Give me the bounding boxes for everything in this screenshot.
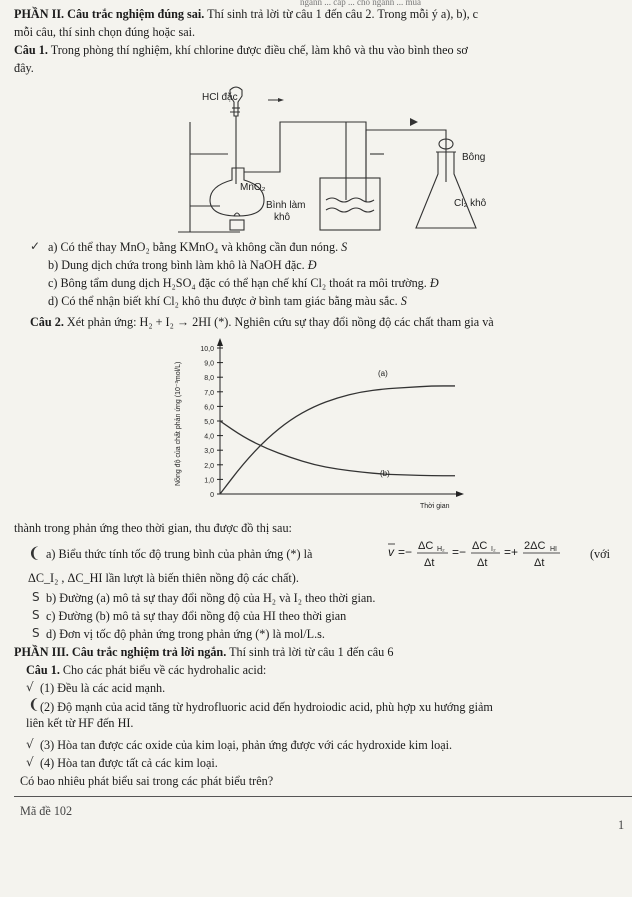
part2-intro: Thí sinh trả lời từ câu 1 đến câu 2. Trong mỗi ý a), b), c <box>207 7 479 21</box>
y-tick-label: 10,0 <box>200 346 214 353</box>
q1-text: Trong phòng thí nghiệm, khí chlorine được điều chế, làm khô và thu vào bình theo sơ <box>50 43 468 57</box>
statement-2: (2) Độ mạnh của acid tăng từ hydrofluoric acid đến hydroiodic acid, phù hợp xu hướng giảm <box>40 700 493 714</box>
q1-option-a <box>48 239 347 255</box>
svg-text:ΔC: ΔC <box>472 540 488 552</box>
series-b-label: (b) <box>380 469 390 478</box>
series-a-line <box>220 386 455 494</box>
svg-text:2ΔC: 2ΔC <box>524 540 546 552</box>
svg-text:=−: =− <box>398 545 413 559</box>
bracket-2: ❨ <box>28 697 40 713</box>
hcl-label: HCl đặc <box>202 92 238 103</box>
q1-option-d-mark: S <box>400 294 407 308</box>
drying-label-2: khô <box>274 212 291 223</box>
series-a-label: (a) <box>378 369 388 378</box>
exam-code: Mã đề 102 <box>20 804 73 818</box>
part2-title-line <box>14 6 478 22</box>
svg-text:=+: =+ <box>504 545 519 559</box>
svg-text:HI: HI <box>550 546 557 553</box>
q1-text2: đây. <box>14 61 34 75</box>
y-tick-label: 1,0 <box>204 477 214 485</box>
q2-option-a-tail: (với <box>590 547 610 561</box>
y-tick-label: 7,0 <box>204 389 214 397</box>
svg-text:I₂: I₂ <box>491 546 496 553</box>
svg-text:v: v <box>388 545 394 559</box>
mno2-label: MnO₂ <box>240 182 266 193</box>
part2-title: PHẦN II. Câu trắc nghiệm đúng sai. <box>14 7 205 21</box>
chart-xlabel: Thời gian <box>420 503 450 510</box>
p3q1-question: Có bao nhiêu phát biểu sai trong các phát biểu trên? <box>20 774 274 788</box>
part2-intro2: mỗi câu, thí sinh chọn đúng hoặc sai. <box>14 25 196 39</box>
q1-option-d <box>48 293 407 309</box>
y-tick-label: 4,0 <box>204 433 214 441</box>
q1-option-c <box>48 275 439 291</box>
q2-option-c: c) Đường (b) mô tả sự thay đổi nồng độ của HI theo thời gian <box>46 609 347 623</box>
q1-option-b-mark: Đ <box>307 258 317 272</box>
q2-option-a2: ΔC_I₂ , ΔC_HI lần lượt là biến thiên nồng độ các chất). <box>28 571 299 585</box>
q1-label: Câu 1. <box>14 43 48 57</box>
top-scrap: ngann ... cap ... cho ngann ... mua <box>300 0 421 7</box>
y-tick-label: 3,0 <box>204 448 214 456</box>
q2-option-b: b) Đường (a) mô tả sự thay đổi nồng độ của H₂ và I₂ theo thời gian. <box>46 591 376 605</box>
check-3: √ <box>26 737 34 751</box>
p3q1-label: Câu 1. <box>26 663 60 677</box>
y-tick-label: 0 <box>210 492 214 499</box>
y-tick-label: 9,0 <box>204 360 214 368</box>
q2-option-a <box>46 546 312 562</box>
statement-1: (1) Đều là các acid mạnh. <box>40 681 166 695</box>
y-tick-label: 5,0 <box>204 419 214 426</box>
q1-option-b-text: b) Dung dịch chứa trong bình làm khô là NaOH đặc. <box>48 258 305 272</box>
hand-mark-q2b: S <box>32 590 40 604</box>
statement-2-cont: liên kết từ HF đến HI. <box>26 716 134 730</box>
hand-mark-q2c: S <box>32 608 40 622</box>
q1-option-a-mark: S <box>341 240 348 254</box>
q2-text2: thành trong phản ứng theo thời gian, thu được đồ thị sau: <box>14 521 292 535</box>
statement-3: (3) Hòa tan được các oxide của kim loại, phản ứng được với các hydroxide kim loại. <box>40 738 453 752</box>
rate-formula <box>388 536 588 570</box>
check-1: √ <box>26 680 34 694</box>
q1-line <box>14 42 468 58</box>
drying-label-1: Bình làm <box>266 200 306 211</box>
q1-option-c-mark: Đ <box>429 276 439 290</box>
y-axis-arrow <box>217 338 223 346</box>
hand-mark-a: ✓ <box>30 239 41 253</box>
svg-text:Δt: Δt <box>424 557 435 569</box>
x-axis-arrow <box>456 491 464 497</box>
y-tick-label: 2,0 <box>204 462 214 470</box>
cotton-label: Bông <box>462 152 486 163</box>
part3-intro: Thí sinh trả lời từ câu 1 đến câu 6 <box>229 645 394 659</box>
statement-4: (4) Hòa tan được tất cả các kim loại. <box>40 756 218 770</box>
hand-mark-q2d: S <box>32 626 40 640</box>
page-number: 1 <box>618 818 625 832</box>
q1-option-d-text: d) Có thể nhận biết khí Cl₂ khô thu được ở bình tam giác bằng màu sắc. <box>48 294 398 308</box>
part3-title-line <box>14 644 393 660</box>
q2-option-d: d) Đơn vị tốc độ phản ứng trong phản ứng (*) là mol/L.s. <box>46 627 325 641</box>
hand-mark-q2a: ❨ <box>28 544 41 562</box>
svg-text:ΔC: ΔC <box>418 540 434 552</box>
q1-option-c-text: c) Bông tẩm dung dịch H₂SO₄ đặc có thể hạn chế khí Cl₂ thoát ra môi trường. <box>48 276 427 290</box>
check-4: √ <box>26 755 34 769</box>
svg-text:H₂: H₂ <box>437 546 445 553</box>
chart-ylabel: Nồng độ của chất phản ứng (10⁻³mol/L) <box>175 361 182 486</box>
q1-option-b <box>48 257 317 273</box>
y-tick-label: 8,0 <box>204 375 214 383</box>
series-b-line <box>220 421 455 476</box>
cl2-label: Cl₂ khô <box>454 198 487 209</box>
q2-text: Xét phản ứng: H₂ + I₂ → 2HI (*). Nghiên cứu sự thay đổi nồng độ các chất tham gia và <box>66 315 494 329</box>
part3-title: PHẦN III. Câu trắc nghiệm trả lời ngắn. <box>14 645 227 659</box>
svg-text:Δt: Δt <box>534 557 545 569</box>
y-tick-label: 6,0 <box>204 404 214 412</box>
p3q1-text: Cho các phát biểu về các hydrohalic acid: <box>62 663 267 677</box>
svg-text:Δt: Δt <box>477 557 488 569</box>
apparatus-figure <box>170 82 500 237</box>
p3q1-line <box>26 662 266 678</box>
concentration-chart <box>170 336 470 514</box>
footer-divider <box>14 796 632 797</box>
q2-label: Câu 2. <box>30 315 64 329</box>
svg-text:=−: =− <box>452 545 467 559</box>
q2-option-a-text: a) Biểu thức tính tốc độ trung bình của phản ứng (*) là <box>46 547 313 561</box>
q2-line <box>30 314 494 330</box>
q1-option-a-text: a) Có thể thay MnO₂ bằng KMnO₄ và không cần đun nóng. <box>48 240 339 254</box>
